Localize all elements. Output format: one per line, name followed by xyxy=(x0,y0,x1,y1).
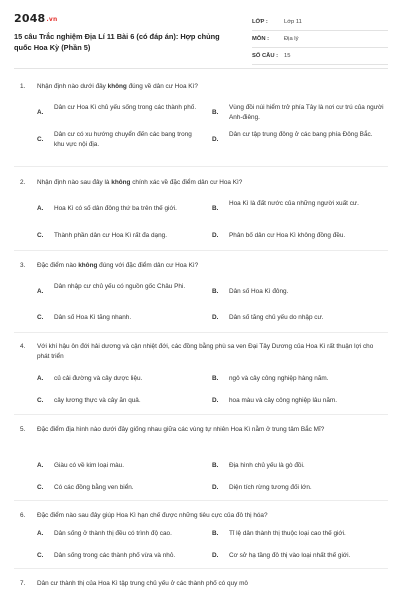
stem-part: đúng với đặc điểm dân cư Hoa Kì? xyxy=(97,262,199,269)
option-text: Dân số Hoa Kì đông. xyxy=(229,288,289,295)
meta-key: SỐ CÂU : xyxy=(252,53,279,59)
question-number: 2. xyxy=(20,179,26,186)
option-letter: D. xyxy=(212,136,219,143)
option-letter: A. xyxy=(37,375,44,382)
question-number: 3. xyxy=(20,262,26,269)
stem-emphasis: không xyxy=(78,262,98,269)
option-letter: C. xyxy=(37,397,44,404)
meta-row-class xyxy=(252,14,388,31)
question-number: 5. xyxy=(20,426,26,433)
option-letter: C. xyxy=(37,484,44,491)
meta-value: Địa lý xyxy=(284,36,299,42)
stem-part: Nhận định nào dưới đây xyxy=(37,83,108,90)
question-text xyxy=(37,178,387,188)
stem-part: Nhận định nào sau đây là xyxy=(37,179,112,186)
meta-key: LỚP : xyxy=(252,19,268,25)
meta-value: 15 xyxy=(284,53,291,59)
question-text: Đặc điểm địa hình nào dưới đây giống nhau giữa các vùng tự nhiên Hoa Kì nằm ở trung tâm Bắc Mĩ? xyxy=(37,426,325,433)
option-text: Dân sống ở thành thị đều có trình độ cao. xyxy=(54,530,172,537)
question-divider xyxy=(14,568,388,569)
logo-text: 2048 xyxy=(14,12,46,25)
meta-table xyxy=(252,14,388,65)
meta-value: Lớp 11 xyxy=(284,19,302,25)
question-divider xyxy=(14,166,388,167)
question-text: Dân cư thành thị của Hoa Kì tập trung chủ yếu ở các thành phố có quy mô xyxy=(37,580,248,587)
question-list xyxy=(0,68,400,600)
option-text: Có các đồng bằng ven biển. xyxy=(54,484,134,491)
option-text: hoa màu và cây công nghiệp lâu năm. xyxy=(229,397,338,404)
option-text: Dân cư có xu hướng chuyển đến các bang trong khu vực nội địa. xyxy=(54,131,192,148)
question-number: 6. xyxy=(20,512,26,519)
option-text: Phân bố dân cư Hoa Kì không đồng đều. xyxy=(229,232,346,239)
option-text: ngô và cây công nghiệp hàng năm. xyxy=(229,375,329,382)
option-letter: B. xyxy=(212,462,219,469)
logo-suffix: .vn xyxy=(46,16,58,23)
option-letter: B. xyxy=(212,530,219,537)
option-text: Địa hình chủ yếu là gò đồi. xyxy=(229,462,305,469)
site-logo[interactable] xyxy=(14,12,57,25)
question-divider xyxy=(14,332,388,333)
stem-part: đúng về dân cư Hoa Kì? xyxy=(126,83,198,90)
option-letter: D. xyxy=(212,552,219,559)
stem-emphasis: không xyxy=(111,179,131,186)
option-text: Hoa Kì là đất nước của những người xuất cư. xyxy=(229,200,359,207)
option-letter: B. xyxy=(212,375,219,382)
option-text: Diện tích rừng tương đối lớn. xyxy=(229,484,312,491)
stem-emphasis: không xyxy=(107,83,127,90)
option-text: Tỉ lệ dân thành thị thuộc loại cao thế giới. xyxy=(229,530,346,537)
question-divider xyxy=(14,414,388,415)
option-text: Dân nhập cư chủ yếu có nguồn gốc Châu Phi. xyxy=(54,283,186,290)
option-text: Dân cư tập trung đông ở các bang phía Đông Bắc. xyxy=(229,131,373,138)
question-text xyxy=(37,261,387,271)
option-text: Dân số Hoa Kì tăng nhanh. xyxy=(54,314,132,321)
question-text: Với khí hậu ôn đới hải dương và cận nhiệt đới, các đồng bằng phù sa ven Đại Tây Dương của Hoa Kì rất thuận lợi cho phát triển xyxy=(37,343,374,360)
option-letter: C. xyxy=(37,314,44,321)
question-number: 7. xyxy=(20,580,26,587)
option-letter: B. xyxy=(212,205,219,212)
option-letter: C. xyxy=(37,552,44,559)
option-letter: A. xyxy=(37,530,44,537)
option-text: Hoa Kì có số dân đông thứ ba trên thế giới. xyxy=(54,205,177,212)
option-letter: D. xyxy=(212,232,219,239)
option-text: Cơ sở hạ tầng đô thị vào loại nhất thế giới. xyxy=(229,552,351,559)
option-letter: A. xyxy=(37,288,44,295)
meta-row-count xyxy=(252,48,388,65)
option-letter: C. xyxy=(37,136,44,143)
option-letter: D. xyxy=(212,484,219,491)
question-text: Đặc điểm nào sau đây giúp Hoa Kì hạn chế được những tiêu cực của đô thị hóa? xyxy=(37,512,268,519)
stem-part: Đặc điểm nào xyxy=(37,262,79,269)
option-letter: B. xyxy=(212,109,219,116)
question-divider xyxy=(14,250,388,251)
option-letter: B. xyxy=(212,288,219,295)
option-text: Dân cư Hoa Kì chủ yếu sống trong các thành phố. xyxy=(54,104,197,111)
meta-row-subject xyxy=(252,31,388,48)
option-letter: A. xyxy=(37,109,44,116)
question-number: 4. xyxy=(20,343,26,350)
option-letter: D. xyxy=(212,314,219,321)
page-title: 15 câu Trắc nghiệm Địa Lí 11 Bài 6 (có đáp án): Hợp chủng quốc Hoa Kỳ (Phần 5) xyxy=(14,32,220,52)
option-text: Giàu có về kim loại màu. xyxy=(54,462,124,469)
option-text: Thành phần dân cư Hoa Kì rất đa dạng. xyxy=(54,232,167,239)
document-header xyxy=(0,0,400,68)
meta-key: MÔN : xyxy=(252,36,270,42)
option-letter: C. xyxy=(37,232,44,239)
option-text: Dân sống trong các thành phố vừa và nhỏ. xyxy=(54,552,176,559)
option-letter: A. xyxy=(37,205,44,212)
question-divider xyxy=(14,500,388,501)
option-text: cây lương thực và cây ăn quả. xyxy=(54,397,141,404)
option-letter: A. xyxy=(37,462,44,469)
option-text: củ cải đường và cây dược liệu. xyxy=(54,375,143,382)
stem-part: chính xác về đặc điểm dân cư Hoa Kì? xyxy=(130,179,243,186)
question-text xyxy=(37,82,387,92)
question-number: 1. xyxy=(20,83,26,90)
option-letter: D. xyxy=(212,397,219,404)
option-text: Dân số tăng chủ yếu do nhập cư. xyxy=(229,314,324,321)
option-text: Vùng đồi núi hiểm trở phía Tây là nơi cư trú của người Anh-điêng. xyxy=(229,104,384,121)
